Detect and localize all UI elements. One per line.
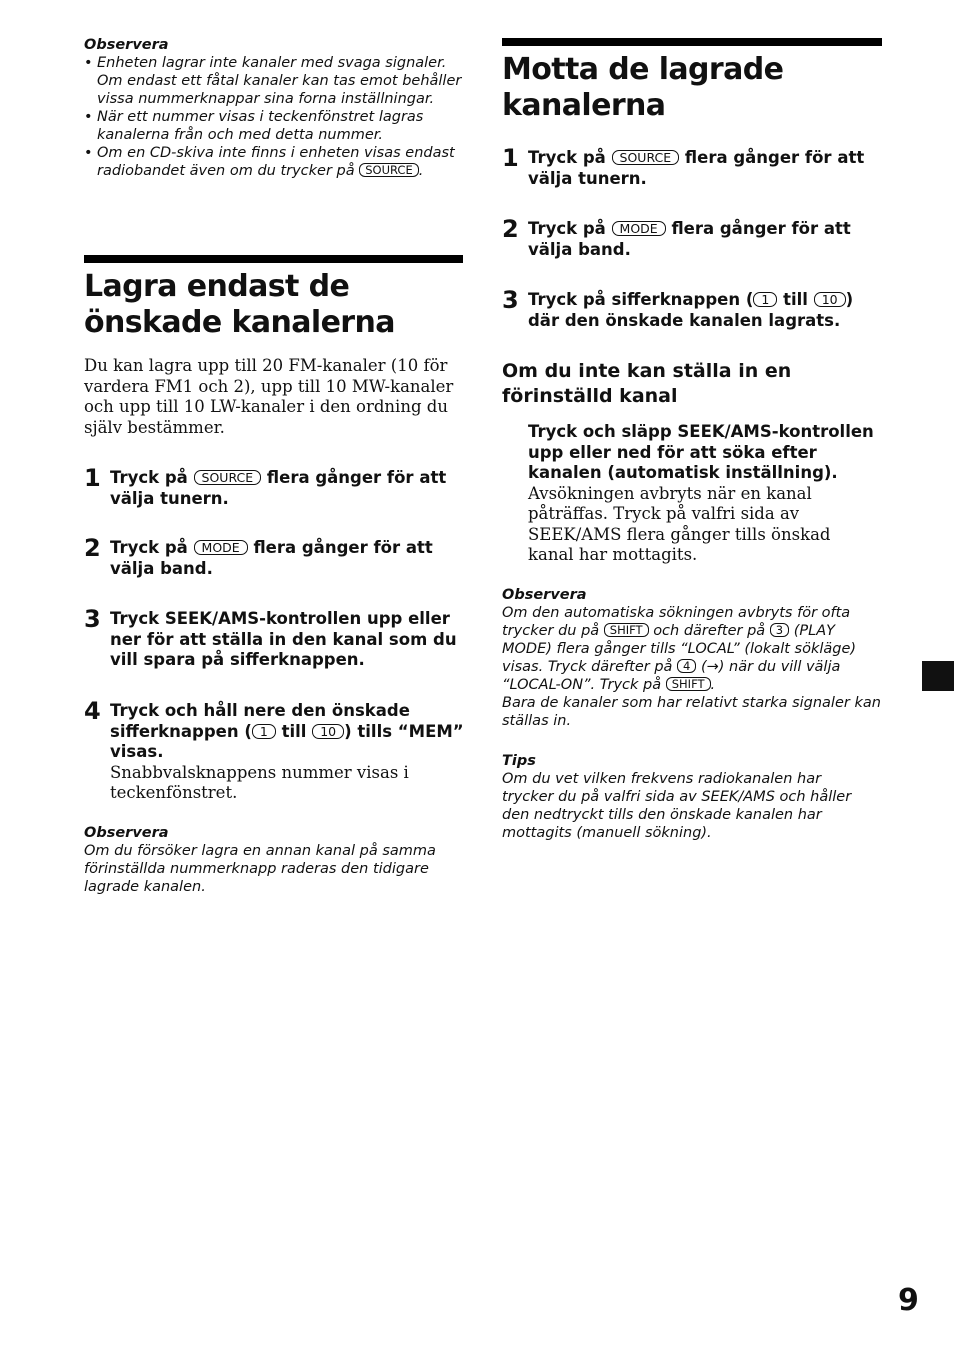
tips (502, 752, 872, 842)
note-text: Om du försöker lagra en annan kanal på samma förinställda nummerknapp raderas den tidigare lagrade kanalen. (84, 843, 436, 895)
step-number: 3 (84, 605, 101, 633)
step-number: 4 (84, 697, 101, 725)
step-text: Tryck och håll nere den önskade sifferknappen ( 1 till 10 ) tills “MEM” visas. (110, 701, 464, 761)
step-2 (84, 534, 464, 579)
section-tab-marker (922, 661, 954, 691)
step-number: 1 (84, 464, 101, 492)
step-1 (84, 464, 464, 509)
step-2 (502, 215, 882, 260)
note-text: Om den automatiska sökningen avbryts för ofta trycker du på SHIFT och därefter på 3 (PLAY MODE) flera gånger tills “LOCAL” (lokalt sökläge) visas. Tryck därefter på 4 (→) när du vill välja “LOCAL-ON”. Tryck på SHIFT . (502, 605, 857, 693)
note-bullet: • När ett nummer visas i teckenfönstret lagras kanalerna från och med detta nummer. (84, 108, 464, 144)
source-key-label: SOURCE (359, 163, 418, 177)
note-text: Bara de kanaler som har relativt starka signaler kan ställas in. (502, 695, 881, 729)
note-observera-1 (84, 36, 464, 180)
step-text: Tryck på sifferknappen ( 1 till 10 ) där den önskade kanalen lagrats. (528, 290, 854, 330)
step-text: Tryck på SOURCE flera gånger för att välja tunern. (528, 148, 865, 188)
preset-key-4-label: 4 (677, 659, 696, 673)
mode-key-label: MODE (612, 221, 666, 236)
note-title: Observera (502, 587, 587, 603)
note-title: Observera (84, 825, 169, 841)
shift-key-label: SHIFT (666, 677, 711, 691)
preset-key-3-label: 3 (770, 623, 789, 637)
shift-key-label: SHIFT (604, 623, 649, 637)
note-bullet-text: Om en CD-skiva inte finns i enheten visas endast radiobandet även om du trycker på (97, 145, 455, 179)
note-title: Observera (84, 37, 169, 53)
tips-title: Tips (502, 753, 536, 769)
section-intro: Du kan lagra upp till 20 FM-kanaler (10 för vardera FM1 och 2), upp till 10 MW-kanaler och upp till 10 LW-kanaler i den ordning du själv bestämmer. (84, 356, 454, 437)
preset-key-1-label: 1 (753, 292, 777, 307)
source-key-label: SOURCE (194, 470, 262, 485)
note-observera-3 (502, 586, 882, 730)
section-title-store: Lagra endast de önskade kanalerna (84, 269, 395, 340)
note-bullet-end: . (418, 163, 424, 179)
preset-key-10-label: 10 (814, 292, 846, 307)
step-number: 1 (502, 144, 519, 172)
step-text: Tryck på MODE flera gånger för att välja band. (528, 219, 851, 259)
note-bullet (84, 144, 464, 180)
subsection-detail: Avsökningen avbryts när en kanal påträffas. Tryck på valfri sida av SEEK/AMS flera gånger tills önskad kanal har mottagits. (528, 483, 831, 564)
note-bullet: • Enheten lagrar inte kanaler med svaga signaler. Om endast ett fåtal kanaler kan tas emot behåller vissa nummerknappar sina forna inställningar. (84, 54, 464, 108)
step-detail: Snabbvalsknappens nummer visas i teckenfönstret. (110, 762, 409, 802)
page-number: 9 (898, 1283, 919, 1318)
subsection-title: Om du inte kan ställa in en förinställd kanal (502, 360, 792, 407)
preset-key-10-label: 10 (312, 724, 344, 739)
mode-key-label: MODE (194, 540, 248, 555)
step-number: 2 (502, 215, 519, 243)
step-text: Tryck SEEK/AMS-kontrollen upp eller ner för att ställa in den kanal som du vill spara på sifferknappen. (110, 609, 457, 669)
section-title-receive: Motta de lagrade kanalerna (502, 52, 784, 123)
step-number: 3 (502, 286, 519, 314)
tips-text: Om du vet vilken frekvens radiokanalen har trycker du på valfri sida av SEEK/AMS och håller den nedtryckt tills den önskade kanalen har mottagits (manuell sökning). (502, 771, 852, 841)
preset-key-1-label: 1 (252, 724, 276, 739)
step-number: 2 (84, 534, 101, 562)
step-1 (502, 144, 882, 189)
step-3 (84, 605, 464, 671)
section-rule (502, 38, 882, 46)
source-key-label: SOURCE (612, 150, 680, 165)
subsection-instruction: Tryck och släpp SEEK/AMS-kontrollen upp eller ned för att söka efter kanalen (automatisk inställning). (528, 422, 874, 482)
note-observera-2 (84, 824, 454, 896)
subsection-body (528, 422, 880, 566)
note-bullet-list (84, 54, 464, 180)
step-3 (502, 286, 882, 331)
step-text: Tryck på SOURCE flera gånger för att välja tunern. (110, 468, 447, 508)
step-text: Tryck på MODE flera gånger för att välja band. (110, 538, 433, 578)
step-4 (84, 697, 464, 804)
section-rule (84, 255, 463, 263)
